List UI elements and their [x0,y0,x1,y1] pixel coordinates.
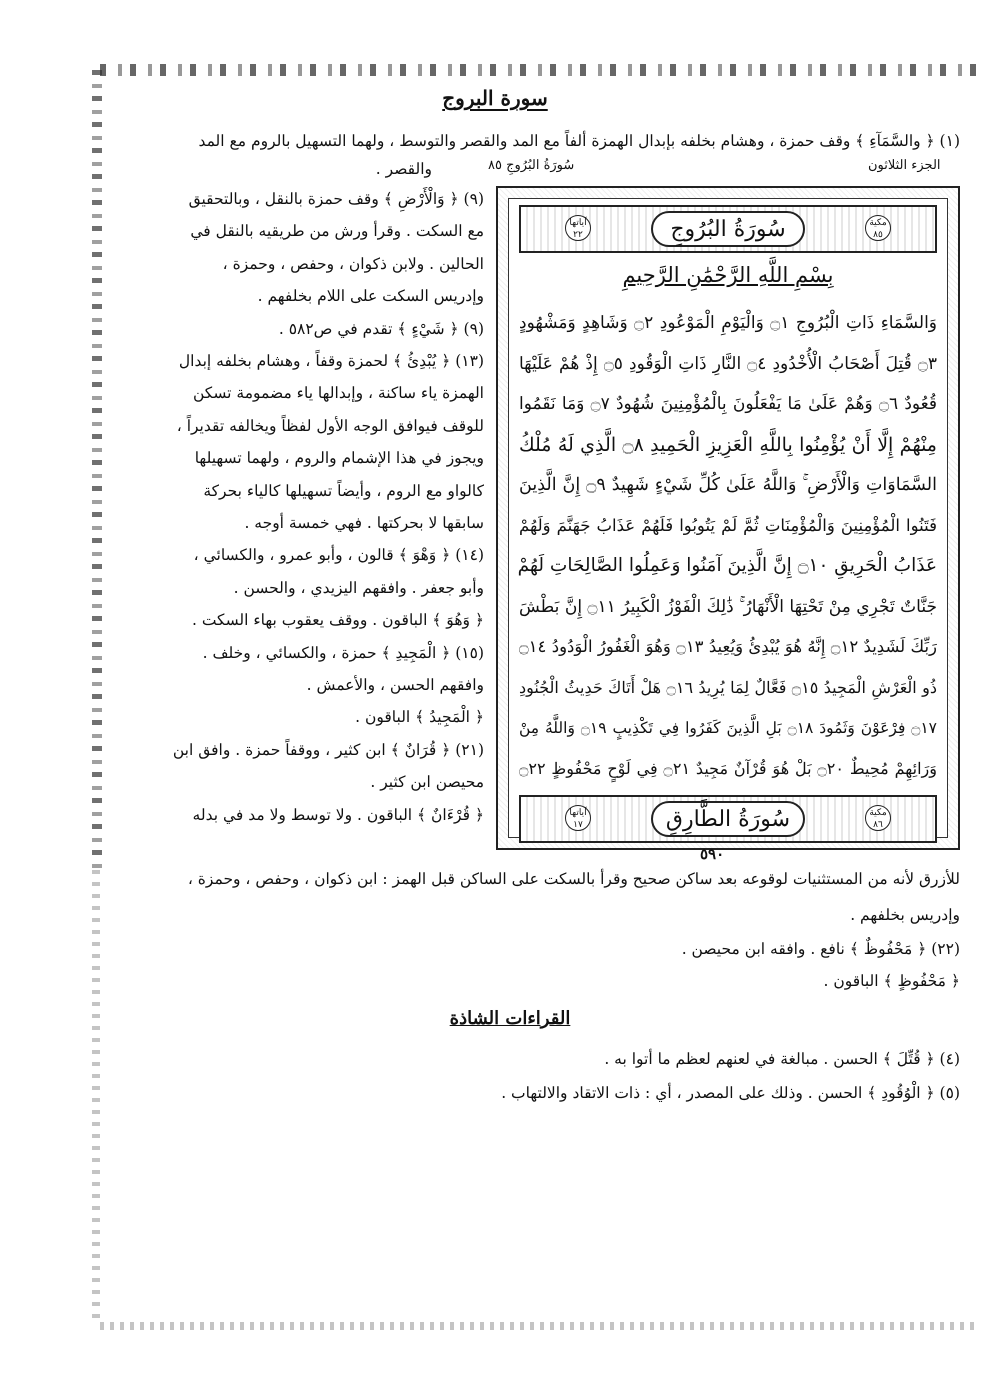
commentary-line: (١٥) ﴿ الْمَجِيدِ ﴾ حمزة ، والكسائي ، وخلف . [202,643,484,662]
commentary-line: ﴿ وَهُوَ ﴾ الباقون . ووقف يعقوب بهاء السكت . [191,611,484,630]
commentary-line: للوقف فيوافق الوجه الأول لفظاً ويخالفه تقديراً ، [176,416,484,435]
commentary-line: (٩) ﴿ وَالْأَرْضِ ﴾ وقف حمزة بالنقل ، وبالتحقيق [188,190,484,208]
section-title: القراءات الشاذة [449,1008,571,1029]
commentary-line: ﴿ الْمَجِيدُ ﴾ الباقون . [355,708,484,727]
shadh-line: (٤) ﴿ قُتِّلَ ﴾ الحسن . مبالغة في لعنهم لعظم ما أتوا به . [604,1050,960,1068]
mushaf-inner-frame [508,198,948,838]
verse-line: جَنَّاتٌ تَجْرِي مِنْ تَحْتِهَا الْأَنْهَارُ ۚ ذَٰلِكَ الْفَوْزُ الْكَبِيرُ ۝١١ إِنَّ بَطْشَ [519,596,938,617]
page-number: ٥٩٠ [700,845,725,863]
verse-line: قُعُودٌ ۝٦ وَهُمْ عَلَىٰ مَا يَفْعَلُونَ بِالْمُؤْمِنِينَ شُهُودٌ ۝٧ وَمَا نَقَمُوا [519,394,937,414]
commentary-line: للأزرق لأنه من المستثنيات لوقوعه بعد ساكن صحيح وقرأ بالسكت على الساكن قبل الهمز : ابن ذكوان ، وحفص ، وحمزة ، [187,870,960,888]
commentary-line: محيصن ابن كثير . [370,773,484,792]
next-surah-cartouche [519,795,937,843]
commentary-line: وإدريس السكت على اللام بخلفهم . [257,287,484,306]
commentary-line: الهمزة ياء ساكنة ، وإبدالها ياء مضمومة تسكن [193,384,484,403]
surah-header-cartouche [519,205,937,253]
commentary-line: سابقها لا بحركتها . فهي خمسة أوجه . [244,514,484,532]
commentary-line: (٩) ﴿ شَيْءٍ ﴾ تقدم في ص٥٨٢ . [278,319,484,338]
surah-title: سورة البروج [442,86,548,110]
commentary-line: ﴿ قُرْءَانٌ ﴾ الباقون . ولا توسط ولا مد في بدله [192,805,484,824]
verse-line: السَّمَاوَاتِ وَالْأَرْضِ ۚ وَاللَّهُ عَلَىٰ كُلِّ شَيْءٍ شَهِيدٌ ۝٩ إِنَّ الَّذِينَ [519,475,937,495]
commentary-line: مع السكت . وقرأ ورش من طريقيه بالنقل في [190,222,484,241]
page-border-bottom [100,1322,980,1330]
commentary-line: (٢٢) ﴿ مَحْفُوظٌ ﴾ نافع . وافقه ابن محيصن . [681,940,960,958]
shadh-line: (٥) ﴿ الْوُقُودِ ﴾ الحسن . وذلك على المصدر ، أي : ذات الاتقاد والالتهاب . [501,1084,960,1102]
commentary-line: والقصر . [375,160,432,178]
verse-line: وَرَائِهِمْ مُحِيطٌ ۝٢٠ بَلْ هُوَ قُرْآنٌ مَجِيدٌ ۝٢١ فِي لَوْحٍ مَحْفُوظٍ ۝٢٢ [519,758,937,778]
page-border-left [92,70,102,870]
verse-line: ۝١٧ فِرْعَوْنَ وَثَمُودَ ۝١٨ بَلِ الَّذِينَ كَفَرُوا فِي تَكْذِيبٍ ۝١٩ وَاللَّهُ مِنْ [519,719,937,737]
surah-name: سُورَةُ البُرُوجِ [651,211,805,247]
commentary-line: (٢١) ﴿ قُرَانٌ ﴾ ابن كثير ، ووقفاً حمزة . وافق ابن [172,740,484,759]
verse-count-medal: آياتها ٢٢ [565,215,591,241]
next-surah-info-medal: مكية ٨٦ [865,805,891,831]
commentary-line: (١٤) ﴿ وَهْوَ ﴾ قالون ، وأبو عمرو ، والكسائي ، [193,546,484,565]
commentary-line: ﴿ مَحْفُوظٍ ﴾ الباقون . [823,972,960,990]
verse-line: عَذَابُ الْحَرِيقِ ۝١٠ إِنَّ الَّذِينَ آمَنُوا وَعَمِلُوا الصَّالِحَاتِ لَهُمْ [517,555,937,576]
next-verse-count-medal: آياتها ١٧ [565,805,591,831]
commentary-line: وافقهم الحسن ، والأعمش . [306,676,484,694]
verse-line: وَالسَّمَاءِ ذَاتِ الْبُرُوجِ ۝١ وَالْيَوْمِ الْمَوْعُودِ ۝٢ وَشَاهِدٍ وَمَشْهُودٍ [519,313,937,333]
mushaf-page [496,186,960,850]
commentary-line: وإدريس بخلفهم . [850,906,960,924]
page-border-left-lower [92,870,100,1322]
verse-line: فَتَنُوا الْمُؤْمِنِينَ وَالْمُؤْمِنَاتِ ثُمَّ لَمْ يَتُوبُوا فَلَهُمْ عَذَابُ جَهَنَّمَ وَلَهُمْ [519,515,937,535]
commentary-line: كالواو مع الروم ، وأيضاً تسهيلها كالياء بحركة [203,481,484,500]
surah-info-medal: مكية ٨٥ [865,215,891,241]
commentary-line: ويجوز في هذا الإشمام والروم ، ولهما تسهيلها [194,449,484,468]
commentary-line: الحالين . ولابن ذكوان ، وحفص ، وحمزة ، [222,254,484,273]
verse-line: ۝٣ قُتِلَ أَصْحَابُ الْأُخْدُودِ ۝٤ النَّارِ ذَاتِ الْوَقُودِ ۝٥ إِذْ هُمْ عَلَيْهَا [519,353,938,374]
page-border-top [100,64,980,76]
commentary-line: (١) ﴿ والسَّمَآءِ ﴾ وقف حمزة ، وهشام بخلفه بإبدال الهمزة ألفاً مع المد والقصر والتوسط ، ولهما التسهيل بالروم مع المد [198,132,960,150]
juz-header: الجزء الثلاثون [868,158,941,173]
mushaf-surah-header: سُورَةُ البُرُوجِ ٨٥ [488,158,575,173]
next-surah-name: سُورَةُ الطَّارِقِ [651,801,805,837]
verse-line: ذُو الْعَرْشِ الْمَجِيدُ ۝١٥ فَعَّالٌ لِمَا يُرِيدُ ۝١٦ هَلْ أَتَاكَ حَدِيثُ الْجُنُودِ [519,677,938,697]
verse-line: مِنْهُمْ إِلَّا أَنْ يُؤْمِنُوا بِاللَّهِ الْعَزِيزِ الْحَمِيدِ ۝٨ الَّذِي لَهُ مُلْكُ [519,433,937,456]
verse-line: رَبِّكَ لَشَدِيدٌ ۝١٢ إِنَّهُ هُوَ يُبْدِئُ وَيُعِيدُ ۝١٣ وَهُوَ الْغَفُورُ الْوَدُودُ ۝١٤ [519,637,937,656]
commentary-line: وأبو جعفر . وافقهم اليزيدي ، والحسن . [233,578,484,597]
commentary-line: (١٣) ﴿ يُبْدِئُ ﴾ لحمزة وقفاً ، وهشام بخلفه إبدال [178,352,484,370]
bismillah: بِسْمِ اللَّهِ الرَّحْمَٰنِ الرَّحِيمِ [622,263,834,287]
